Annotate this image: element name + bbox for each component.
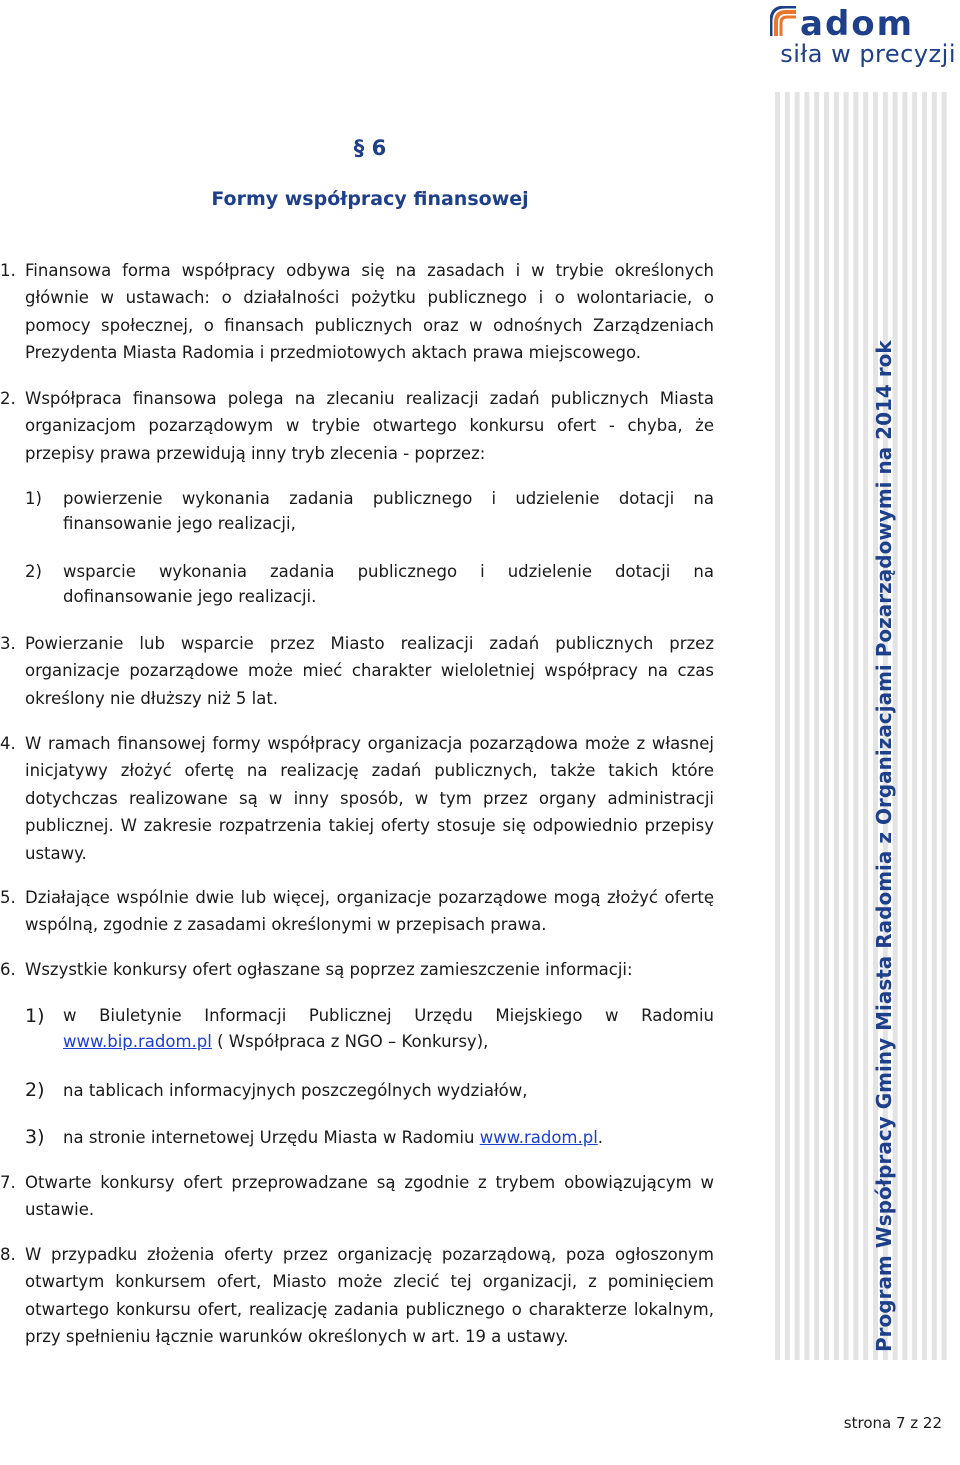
decorative-stripe: [785, 92, 790, 1360]
decorative-stripe: [922, 92, 927, 1360]
section-number: § 6: [353, 136, 387, 160]
paragraph-4: [0, 730, 714, 867]
decorative-stripe: [844, 92, 849, 1360]
paragraph-5: [0, 884, 714, 939]
list-item: [25, 486, 714, 536]
decorative-stripe: [814, 92, 819, 1360]
paragraph-7: [0, 1169, 714, 1224]
paragraph-number: 5.: [0, 888, 16, 907]
decorative-stripe: [932, 92, 937, 1360]
paragraph-number: 3.: [0, 634, 16, 653]
list-item-number: 2): [25, 562, 42, 581]
radom-logo: [770, 6, 956, 68]
decorative-stripe: [863, 92, 868, 1360]
list-item-number: 2): [25, 1079, 45, 1101]
document-side-title: Program Współpracy Gminy Miasta Radomia z Organizacjami Pozarządowymi na 2014 rok: [872, 340, 896, 1352]
logo-tagline: siła w precyzji: [780, 40, 956, 68]
list-item-text: powierzenie wykonania zadania publicznego i udzielenie dotacji na finansowanie jego realizacji,: [63, 489, 714, 533]
decorative-stripe: [912, 92, 917, 1360]
list-item-text-part: ( Współpraca z NGO – Konkursy),: [211, 1032, 489, 1051]
list-item-text-part: .: [597, 1128, 604, 1147]
paragraph-2: [0, 385, 714, 467]
bip-link[interactable]: www.bip.radom.pl: [63, 1032, 212, 1051]
paragraph-number: 8.: [0, 1245, 16, 1264]
list-item: [25, 1125, 714, 1150]
paragraph-6: [0, 956, 714, 983]
list-item-text: wsparcie wykonania zadania publicznego i udzielenie dotacji na dofinansowanie jego realizacji.: [63, 562, 714, 606]
paragraph-number: 4.: [0, 734, 16, 753]
decorative-stripe: [775, 92, 780, 1360]
page-number: strona 7 z 22: [843, 1414, 942, 1432]
list-item-number: 3): [25, 1126, 45, 1148]
list-item-number: 1): [25, 1005, 45, 1027]
list-item-number: 1): [25, 489, 42, 508]
paragraph-text: W przypadku złożenia oferty przez organizację pozarządową, poza ogłoszonym otwartym konkursem ofert, Miasto może zlecić tej organizacji, z pominięciem otwartego konkursu ofert, realizację zadania publicznego o charakterze lokalnym, przy spełnieniu łącznie warunków określonych w art. 19 a ustawy.: [25, 1245, 714, 1347]
decorative-stripe: [902, 92, 907, 1360]
paragraph-number: 7.: [0, 1173, 16, 1192]
list-item-text: [25, 1125, 714, 1150]
paragraph-8: [0, 1241, 714, 1351]
paragraph-text: Powierzanie lub wsparcie przez Miasto realizacji zadań publicznych przez organizacje pozarządowe może mieć charakter wieloletniej współpracy na czas określony nie dłuższy niż 5 lat.: [25, 634, 714, 708]
svg-text:adom: adom: [800, 6, 915, 40]
paragraph-number: 2.: [0, 389, 16, 408]
paragraph-text: Finansowa forma współpracy odbywa się na zasadach i w trybie określonych głównie w ustawach: o działalności pożytku publicznego i o wolontariacie, o pomocy społecznej, o finansach publicznych oraz w odnośnych Zarządzeniach Prezydenta Miasta Radomia i przedmiotowych aktach prawa miejscowego.: [25, 261, 714, 363]
list-item: [25, 559, 714, 609]
paragraph-text: Współpraca finansowa polega na zlecaniu realizacji zadań publicznych Miasta organizacjom pozarządowym w trybie otwartego konkursu ofert - chyba, że przepisy prawa przewidują inny tryb zlecenia - poprzez:: [25, 389, 714, 463]
list-item-text: [25, 1003, 714, 1055]
decorative-stripe: [853, 92, 858, 1360]
list-item-text: na tablicach informacyjnych poszczególnych wydziałów,: [63, 1081, 528, 1100]
decorative-stripe: [795, 92, 800, 1360]
paragraph-number: 1.: [0, 261, 16, 280]
paragraph-text: Działające wspólnie dwie lub więcej, organizacje pozarządowe mogą złożyć ofertę wspólną, zgodnie z zasadami określonymi w przepisach prawa.: [25, 888, 714, 935]
list-item-text-part: w Biuletynie Informacji Publicznej Urzędu Miejskiego w Radomiu: [63, 1006, 714, 1025]
paragraph-text: Otwarte konkursy ofert przeprowadzane są zgodnie z trybem obowiązującym w ustawie.: [25, 1173, 714, 1220]
decorative-stripe: [804, 92, 809, 1360]
decorative-stripe: [834, 92, 839, 1360]
section-title: Formy współpracy finansowej: [211, 188, 529, 210]
list-item: [25, 1003, 714, 1055]
list-item-text-part: na stronie internetowej Urzędu Miasta w Radomiu: [63, 1128, 480, 1147]
radom-logo-mark: [770, 6, 956, 40]
decorative-stripe: [942, 92, 947, 1360]
paragraph-text: W ramach finansowej formy współpracy organizacja pozarządowa może z własnej inicjatywy złożyć ofertę na realizację zadań publicznych, także takich które dotychczas realizowane są w inny sposób, w tym przez organy administracji publicznej. W zakresie rozpatrzenia takiej oferty stosuje się odpowiednio przepisy ustawy.: [25, 734, 714, 863]
paragraph-1: [0, 257, 714, 367]
decorative-stripes: [775, 92, 950, 1360]
list-item: [25, 1078, 714, 1103]
paragraph-3: [0, 630, 714, 712]
decorative-stripe: [824, 92, 829, 1360]
paragraph-text: Wszystkie konkursy ofert ogłaszane są poprzez zamieszczenie informacji:: [25, 960, 633, 979]
radom-link[interactable]: www.radom.pl: [479, 1128, 598, 1147]
paragraph-number: 6.: [0, 960, 16, 979]
